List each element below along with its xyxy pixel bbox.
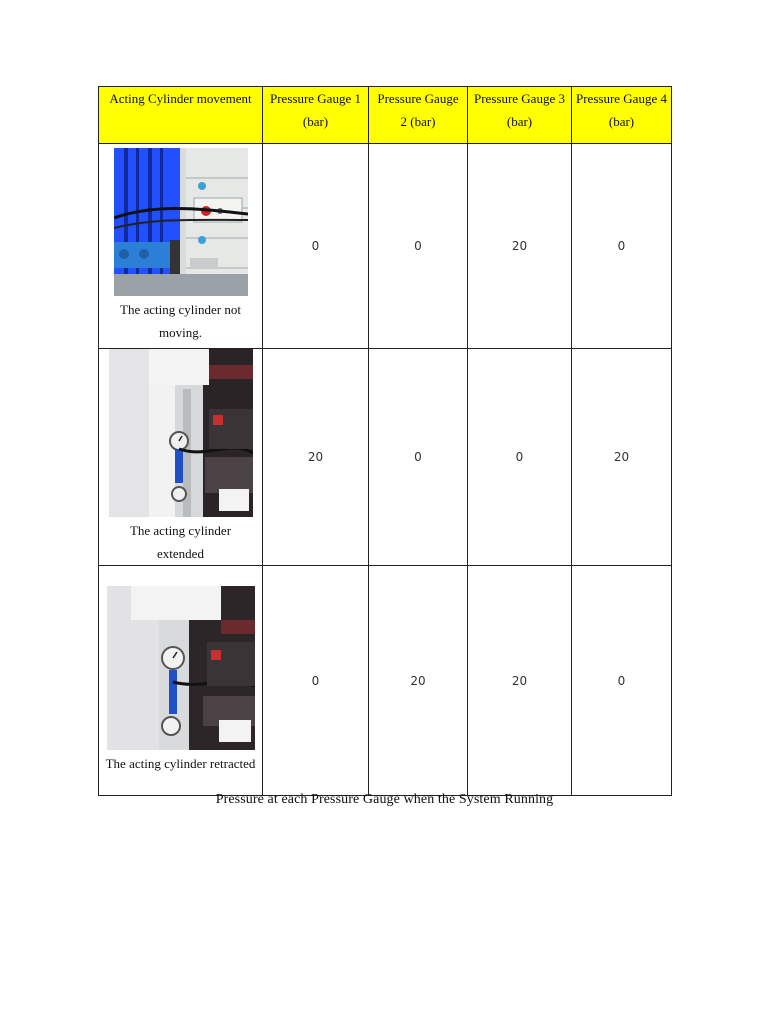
gauge-1-value: 20 [263, 349, 369, 566]
gauge-2-value: 0 [369, 144, 468, 349]
gauge-1-value: 0 [263, 566, 369, 796]
gauge-4-value: 0 [572, 144, 672, 349]
pressure-results-table [98, 86, 672, 796]
header-pressure-gauge-2: Pressure Gauge 2 (bar) [369, 87, 468, 144]
gauge-4-value: 0 [572, 566, 672, 796]
acting-cylinder-extended-photo [109, 349, 253, 517]
gauge-1-value: 0 [263, 144, 369, 349]
gauge-2-value: 20 [369, 566, 468, 796]
acting-cylinder-idle-photo [114, 148, 248, 296]
header-acting-cylinder-movement: Acting Cylinder movement [99, 87, 263, 144]
table-row [99, 566, 672, 796]
table-caption: Pressure at each Pressure Gauge when the System Running [215, 792, 554, 807]
movement-label: The acting cylinder not moving. [120, 302, 241, 340]
movement-label: The acting cylinder extended [129, 523, 232, 561]
table-header-row [99, 87, 672, 144]
header-pressure-gauge-3: Pressure Gauge 3 (bar) [468, 87, 572, 144]
table-row [99, 349, 672, 566]
gauge-3-value: 20 [468, 566, 572, 796]
movement-cell [99, 566, 263, 796]
gauge-3-value: 0 [468, 349, 572, 566]
movement-cell [99, 349, 263, 566]
gauge-3-value: 20 [468, 144, 572, 349]
gauge-2-value: 0 [369, 349, 468, 566]
acting-cylinder-retracted-photo [107, 586, 255, 750]
movement-label: The acting cylinder retracted [105, 756, 256, 771]
header-pressure-gauge-4: Pressure Gauge 4 (bar) [572, 87, 672, 144]
gauge-4-value: 20 [572, 349, 672, 566]
movement-cell [99, 144, 263, 349]
table-row [99, 144, 672, 349]
header-pressure-gauge-1: Pressure Gauge 1 (bar) [263, 87, 369, 144]
